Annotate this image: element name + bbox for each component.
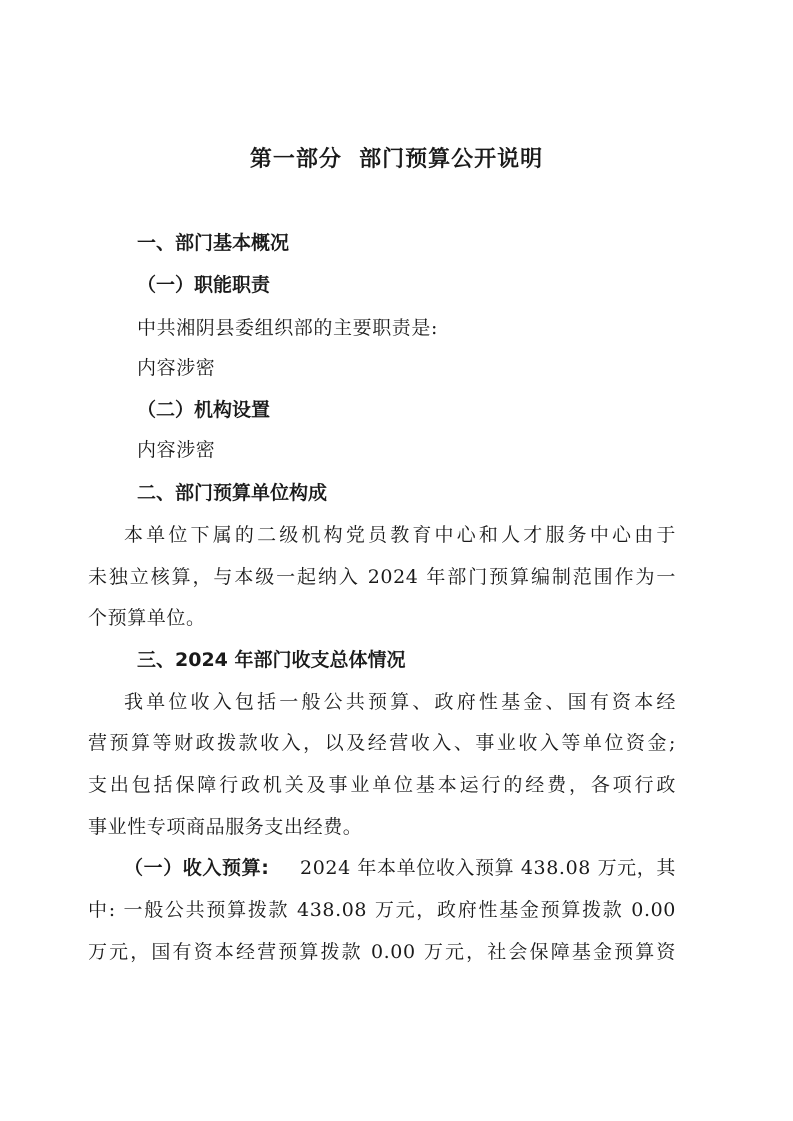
- income-budget-label: （一）收入预算:: [124, 857, 270, 879]
- income-budget-line: [124, 853, 676, 880]
- page-title: 第一部分 部门预算公开说明: [249, 147, 544, 172]
- section-1-sub-2-heading: （二）机构设置: [137, 399, 271, 421]
- section-3-heading: 三、2024 年部门收支总体情况: [137, 649, 406, 671]
- income-budget-text: 2024 年本单位收入预算 438.08 万元，其: [300, 857, 676, 879]
- body-line: 个预算单位。: [88, 607, 206, 629]
- body-line: 内容涉密: [137, 357, 216, 379]
- section-2-heading: 二、部门预算单位构成: [137, 482, 328, 504]
- body-line: 未独立核算，与本级一起纳入 2024 年部门预算编制范围作为一: [88, 566, 676, 588]
- body-line: 内容涉密: [137, 439, 216, 461]
- section-1-heading: 一、部门基本概况: [137, 232, 290, 254]
- body-line: 本单位下属的二级机构党员教育中心和人才服务中心由于: [124, 524, 676, 546]
- body-line: 中: 一般公共预算拨款 438.08 万元，政府性基金预算拨款 0.00: [88, 899, 676, 921]
- body-line: 中共湘阴县委组织部的主要职责是:: [137, 317, 439, 339]
- body-line: 万元，国有资本经营预算拨款 0.00 万元，社会保障基金预算资: [88, 941, 676, 963]
- body-line: 支出包括保障行政机关及事业单位基本运行的经费，各项行政: [88, 774, 676, 796]
- body-line: 事业性专项商品服务支出经费。: [88, 816, 363, 838]
- section-1-sub-1-heading: （一）职能职责: [137, 274, 271, 296]
- body-line: 营预算等财政拨款收入，以及经营收入、事业收入等单位资金;: [88, 732, 676, 754]
- body-line: 我单位收入包括一般公共预算、政府性基金、国有资本经: [124, 691, 676, 713]
